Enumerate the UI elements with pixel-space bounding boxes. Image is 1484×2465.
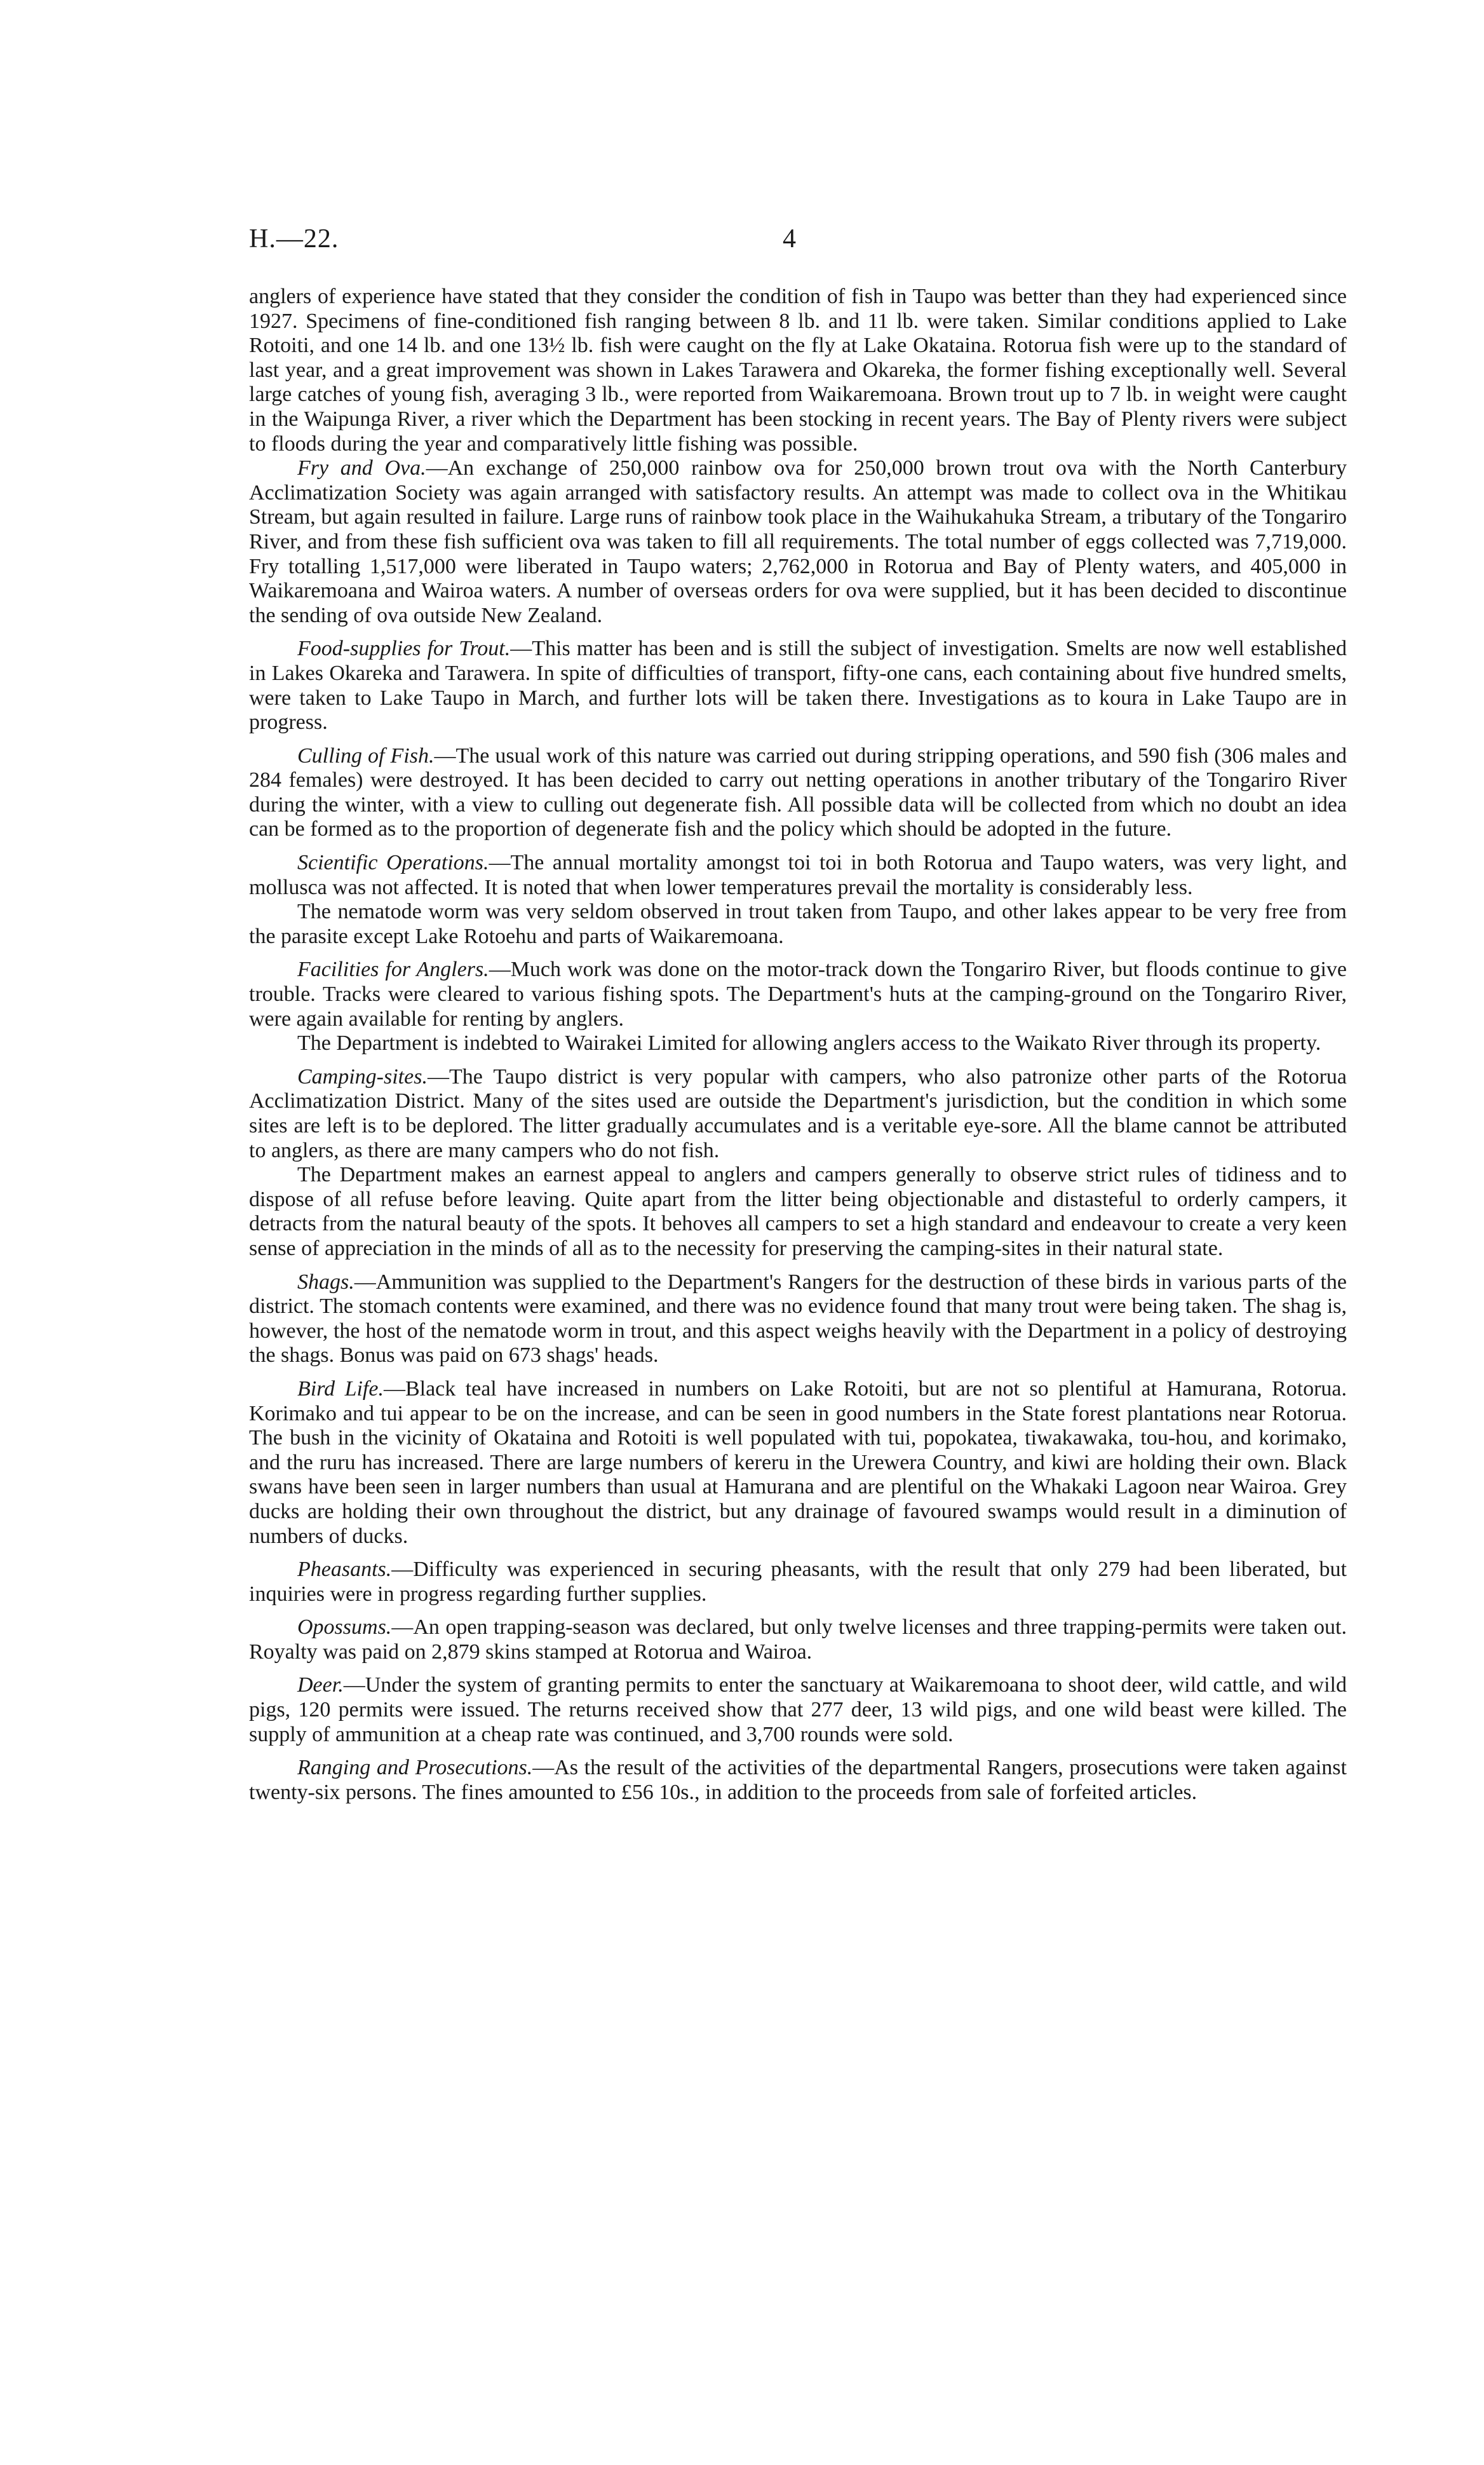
section-heading: Bird Life.: [297, 1376, 384, 1401]
paragraph-text: —An exchange of 250,000 rainbow ova for 250,000 brown trout ova with the North Canterbury Acclimatization Society was again arranged with satisfactory results. An attempt was made to collect ova in the Whitikau Stream, but again resulted in failure. Large runs of rainbow took place in the Waihukahuka Stream, a tributary of the Tongariro River, and from these fish sufficient ova was taken to fill all requirements. The total number of eggs collected was 7,719,000. Fry totalling 1,517,000 were liberated in Taupo waters; 2,762,000 in Rotorua and Bay of Plenty waters, and 405,000 in Waikaremoana and Wairoa waters. A number of overseas orders for ova were supplied, but it has been decided to discontinue the sending of ova outside New Zealand.: [249, 456, 1347, 627]
section-heading: Scientific Operations.: [297, 851, 489, 875]
paragraph-wairakei-access: [249, 1031, 1347, 1056]
paragraph-camping-appeal: [249, 1163, 1347, 1261]
paragraph-deer: [249, 1673, 1347, 1747]
section-heading: Culling of Fish.: [297, 744, 435, 768]
paragraph-scientific-operations: [249, 851, 1347, 900]
paragraph-opossums: [249, 1615, 1347, 1664]
paragraph-text: —The usual work of this nature was carried out during stripping operations, and 590 fish (306 males and 284 females) were destroyed. It has been decided to carry out netting operations in another tributary of the Tongariro River during the winter, with a view to culling out degenerate fish. All possible data will be collected from which no doubt an idea can be formed as to the proportion of degenerate fish and the policy which should be adopted in the future.: [249, 744, 1347, 841]
paragraph-food-supplies: [249, 637, 1347, 735]
section-heading: Shags.: [297, 1270, 354, 1294]
paragraph-nematode-worm: [249, 900, 1347, 949]
paragraph-text: —Much work was done on the motor-track down the Tongariro River, but floods continue to give trouble. Tracks were cleared to various fishing spots. The Department's huts at the camping-ground on the Tongariro River, were again available for renting by anglers.: [249, 958, 1347, 1031]
paragraph-text: —As the result of the activities of the departmental Rangers, prosecutions were taken against twenty-six persons. The fines amounted to £56 10s., in addition to the proceeds from sale of forfeited articles.: [249, 1756, 1347, 1804]
paragraph-fry-and-ova: [249, 456, 1347, 628]
section-heading: Ranging and Prosecutions.: [297, 1756, 533, 1780]
section-heading: Food-supplies for Trout.: [297, 637, 511, 661]
paragraph-text: —Under the system of granting permits to enter the sanctuary at Waikaremoana to shoot deer, wild cattle, and wild pigs, 120 permits were issued. The returns received show that 277 deer, 13 wild pigs, and one wild beast were killed. The supply of ammunition at a cheap rate was continued, and 3,700 rounds were sold.: [249, 1673, 1347, 1746]
section-heading: Camping-sites.: [297, 1064, 428, 1089]
section-heading: Pheasants.: [297, 1558, 392, 1582]
section-heading: Deer.: [297, 1673, 344, 1697]
paragraph-bird-life: [249, 1377, 1347, 1549]
paragraph-text: The Department makes an earnest appeal to anglers and campers generally to observe strict rules of tidiness and to dispose of all refuse before leaving. Quite apart from the litter being objectionable and distasteful to orderly campers, it detracts from the natural beauty of the spots. It behoves all campers to set a high standard and endeavour to create a very keen sense of appreciation in the minds of all as to the necessity for preserving the camping-sites in their natural state.: [249, 1163, 1347, 1260]
page-header: [249, 224, 1347, 262]
page-number: 4: [783, 224, 796, 254]
document-code: H.—22.: [249, 224, 339, 254]
paragraph-anglers-continuation: [249, 285, 1347, 456]
paragraph-text: —Black teal have increased in numbers on Lake Rotoiti, but are not so plentiful at Hamurana, Rotorua. Korimako and tui appear to be on the increase, and can be seen in good numbers in the State forest plantations near Rotorua. The bush in the vicinity of Okataina and Rotoiti is well populated with tui, popokatea, tiwakawaka, tou-hou, and korimako, and the ruru has increased. There are large numbers of kereru in the Urewera Country, and kiwi are holding their own. Black swans have been seen in larger numbers than usual at Hamurana and are plentiful on the Whakaki Lagoon near Wairoa. Grey ducks are holding their own throughout the district, but any drainage of favoured swamps would result in a diminution of numbers of ducks.: [249, 1376, 1347, 1548]
paragraph-text: —Ammunition was supplied to the Department's Rangers for the destruction of these birds in various parts of the district. The stomach contents were examined, and there was no evidence found that many trout were being taken. The shag is, however, the host of the nematode worm in trout, and this aspect weighs heavily with the Department in a policy of destroying the shags. Bonus was paid on 673 shags' heads.: [249, 1270, 1347, 1368]
paragraph-facilities-for-anglers: [249, 958, 1347, 1031]
paragraph-text: The nematode worm was very seldom observed in trout taken from Taupo, and other lakes appear to be very free from the parasite except Lake Rotoehu and parts of Waikaremoana.: [249, 900, 1347, 948]
paragraph-text: —An open trapping-season was declared, but only twelve licenses and three trapping-permits were taken out. Royalty was paid on 2,879 skins stamped at Rotorua and Wairoa.: [249, 1615, 1347, 1664]
paragraph-ranging-and-prosecutions: [249, 1756, 1347, 1805]
paragraph-shags: [249, 1270, 1347, 1368]
paragraph-camping-sites: [249, 1065, 1347, 1163]
paragraph-pheasants: [249, 1558, 1347, 1606]
paragraph-text: The Department is indebted to Wairakei Limited for allowing anglers access to the Waikato River through its property.: [297, 1031, 1321, 1056]
paragraph-text: —This matter has been and is still the subject of investigation. Smelts are now well established in Lakes Okareka and Tarawera. In spite of difficulties of transport, fifty-one cans, each containing about five hundred smelts, were taken to Lake Taupo in March, and further lots will be taken there. Investigations as to koura in Lake Taupo are in progress.: [249, 637, 1347, 735]
document-body: [249, 285, 1347, 1814]
paragraph-text: —The Taupo district is very popular with campers, who also patronize other parts of the Rotorua Acclimatization District. Many of the sites used are outside the Department's jurisdiction, but the condition in which some sites are left is to be deplored. The litter gradually accumulates and is a veritable eye-sore. All the blame cannot be attributed to anglers, as there are many campers who do not fish.: [249, 1064, 1347, 1162]
paragraph-culling-of-fish: [249, 744, 1347, 842]
paragraph-text: anglers of experience have stated that they consider the condition of fish in Taupo was better than they had experienced since 1927. Specimens of fine-conditioned fish ranging between 8 lb. and 11 lb. were taken. Similar conditions applied to Lake Rotoiti, and one 14 lb. and one 13½ lb. fish were caught on the fly at Lake Okataina. Rotorua fish were up to the standard of last year, and a great improvement was shown in Lakes Tarawera and Okareka, the former fishing exceptionally well. Several large catches of young fish, averaging 3 lb., were reported from Waikaremoana. Brown trout up to 7 lb. in weight were caught in the Waipunga River, a river which the Department has been stocking in recent years. The Bay of Plenty rivers were subject to floods during the year and comparatively little fishing was possible.: [249, 285, 1347, 456]
paragraph-text: —The annual mortality amongst toi toi in both Rotorua and Taupo waters, was very light, and mollusca was not affected. It is noted that when lower temperatures prevail the mortality is considerably less.: [249, 851, 1347, 899]
paragraph-text: —Difficulty was experienced in securing pheasants, with the result that only 279 had been liberated, but inquiries were in progress regarding further supplies.: [249, 1558, 1347, 1606]
section-heading: Fry and Ova.: [297, 456, 426, 480]
section-heading: Facilities for Anglers.: [297, 958, 489, 982]
section-heading: Opossums.: [297, 1615, 392, 1640]
